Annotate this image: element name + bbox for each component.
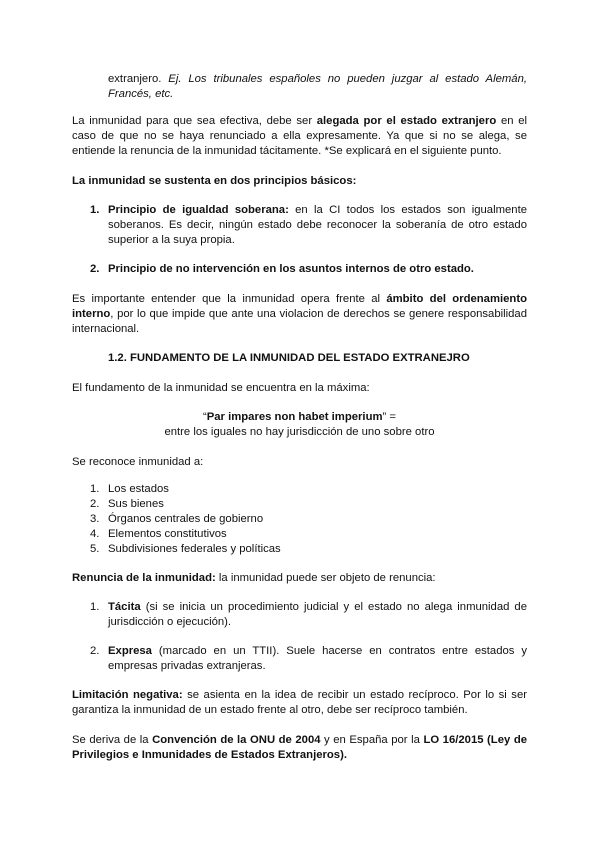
para-limitation	[72, 688, 527, 718]
maxim-line	[72, 410, 527, 425]
list-item	[90, 512, 527, 527]
para-effectiveness-pre: La inmunidad para que sea efectiva, debe ser	[72, 115, 317, 127]
principle-item-2	[90, 262, 527, 277]
derived-law: LO 16/2015 (Ley de Privilegios e Inmunidades de Estados Extranjeros).	[72, 734, 528, 761]
derived-convention: Convención de la ONU de 2004	[152, 734, 321, 746]
para-scope-pre: Es importante entender que la inmunidad opera frente al	[72, 293, 387, 305]
waiver-body-2	[108, 644, 527, 674]
limitation-text: se asienta en la idea de recibir un estado recíproco. Por lo si ser garantiza la inmunidad de un estado frente al otro, debe ser recíproco también.	[72, 689, 527, 716]
intro-example: Ej. Los tribunales españoles no pueden juzgar al estado Alemán, Francés, etc.	[108, 73, 527, 100]
principle-num-2: 2.	[90, 263, 100, 275]
para-effectiveness	[72, 114, 527, 159]
para-scope	[72, 292, 527, 337]
limitation-bold: Limitación negativa:	[72, 689, 183, 701]
waiver-num-1: 1.	[90, 601, 100, 613]
principle-item-1	[90, 203, 527, 248]
list-item-text: Elementos constitutivos	[108, 528, 227, 540]
waiver-text-1: (si se inicia un procedimiento judicial y el estado no alega inmunidad de jurisdicción o ejecución).	[108, 601, 527, 628]
list-item-num: 3.	[90, 513, 100, 525]
principle-num-1: 1.	[90, 204, 100, 216]
maxim-latin: Par impares non habet imperium	[206, 411, 383, 423]
list-item-text: Subdivisiones federales y políticas	[108, 543, 281, 555]
para-foundation: El fundamento de la inmunidad se encuentra en la máxima:	[72, 382, 370, 394]
maxim-open-quote: “	[202, 411, 207, 423]
waiver-text-2: (marcado en un TTII). Suele hacerse en contratos entre estados y empresas privadas extranjeras.	[108, 645, 527, 672]
principle-body-2	[108, 262, 527, 277]
list-item-num: 4.	[90, 528, 100, 540]
waiver-item-1	[90, 600, 527, 630]
principle-body-1	[108, 203, 527, 248]
maxim-translation: entre los iguales no hay jurisdicción de uno sobre otro	[164, 426, 435, 438]
principle-text-1: en la CI todos los estados son igualmente soberanos. Es decir, ningún estado debe reconocer la soberanía de otro estado superior a la suya propia.	[108, 204, 527, 246]
para-effectiveness-bold: alegada por el estado extranjero	[316, 115, 497, 127]
para-scope-post: , por lo que impide que ante una violacion de derechos se genere responsabilidad internacional.	[72, 308, 527, 335]
principle-title-2: Principio de no intervención en los asuntos internos de otro estado.	[108, 263, 474, 275]
waiver-text: la inmunidad puede ser objeto de renuncia:	[215, 572, 436, 584]
maxim-block	[72, 410, 527, 440]
waiver-title-1: Tácita	[108, 601, 141, 613]
list-item	[90, 497, 527, 512]
list-item-text: Órganos centrales de gobierno	[108, 513, 264, 525]
derived-pre: Se deriva de la	[72, 734, 153, 746]
list-item-text: Sus bienes	[108, 498, 164, 510]
principles-heading	[72, 174, 527, 189]
maxim-close: ” =	[382, 411, 397, 423]
list-item	[90, 482, 527, 497]
waiver-body-1	[108, 600, 527, 630]
waiver-title-2: Expresa	[108, 645, 152, 657]
waiver-item-2	[90, 644, 527, 674]
para-waiver	[72, 571, 527, 586]
waiver-num-2: 2.	[90, 645, 100, 657]
intro-continuation	[108, 72, 527, 102]
list-item-text: Los estados	[108, 483, 169, 495]
para-effectiveness-post: en el caso de que no se haya renunciado a ella expresamente. Ya que si no se alega, se entiende la renuncia de la inmunidad tácitamente. *Se explicará en el siguiente punto.	[72, 115, 527, 157]
list-item-num: 2.	[90, 498, 100, 510]
section-heading-text: 1.2. FUNDAMENTO DE LA INMUNIDAD DEL ESTADO EXTRANEJRO	[108, 352, 470, 364]
list-item-num: 5.	[90, 543, 100, 555]
list-item-num: 1.	[90, 483, 100, 495]
waiver-bold: Renuncia de la inmunidad:	[72, 572, 216, 584]
principles-heading-text: La inmunidad se sustenta en dos principios básicos:	[72, 175, 357, 187]
para-scope-bold: ámbito del ordenamiento interno	[72, 293, 527, 320]
recognized-heading: Se reconoce inmunidad a:	[72, 456, 204, 468]
derived-mid: y en España por la	[320, 734, 424, 746]
list-item	[90, 527, 527, 542]
intro-plain: extranjero.	[108, 73, 162, 85]
list-item	[90, 542, 527, 557]
para-derived	[72, 733, 527, 763]
section-heading	[108, 351, 527, 366]
principle-title-1: Principio de igualdad soberana:	[108, 204, 289, 216]
